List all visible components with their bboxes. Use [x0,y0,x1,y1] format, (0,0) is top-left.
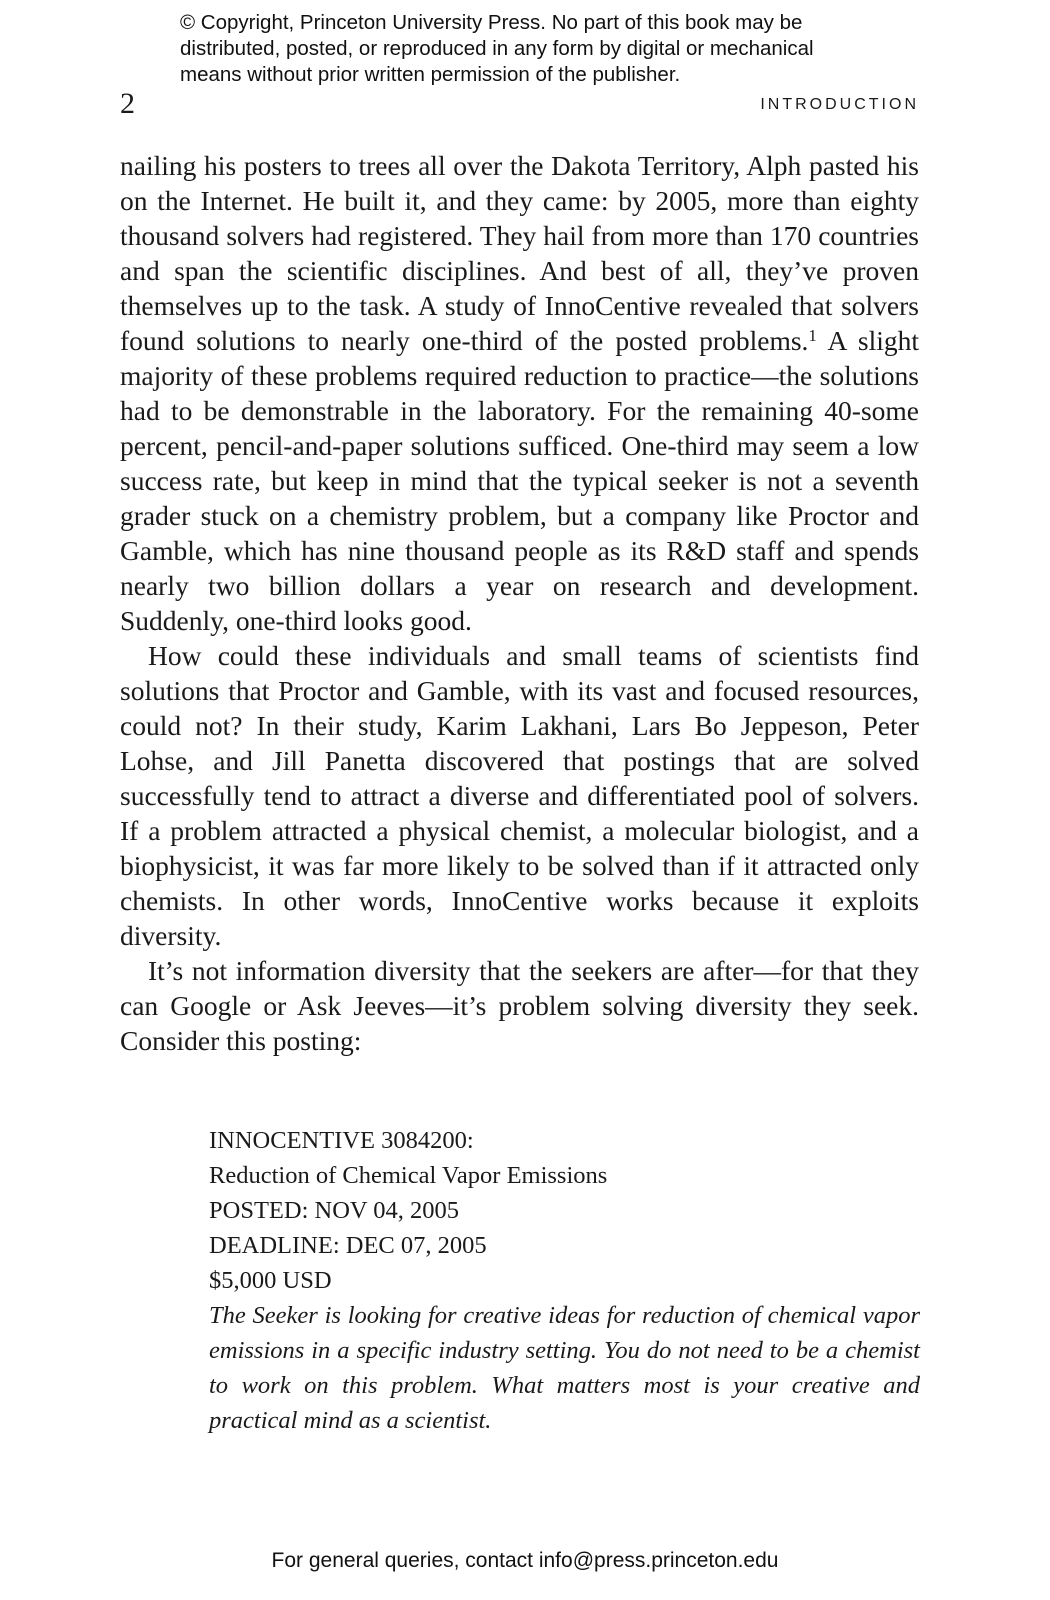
copyright-line-1: © Copyright, Princeton University Press. No part of this book may be [180,11,803,34]
page-number: 2 [120,87,135,120]
posting-deadline: DEADLINE: DEC 07, 2005 [209,1232,487,1259]
posting-description: The Seeker is looking for creative ideas for reduction of chemical vapor emissions in a specific industry setting. You do not need to be a chemist to work on this problem. What matters most is your creative and practical mind as a scientist. [209,1302,920,1434]
paragraph-1-part-2: A slight majority of these problems required reduction to practice—the solutions had to be demonstrable in the laboratory. For the remaining 40-some percent, pencil-and-paper solutions sufficed. One-third may seem a low success rate, but keep in mind that the typical seeker is not a seventh grader stuck on a chemistry problem, but a company like Proctor and Gamble, which has nine thousand people as its R&D staff and spends nearly two billion dollars a year on research and development. Suddenly, one-third looks good. [120,325,919,636]
copyright-line-2: distributed, posted, or reproduced in any form by digital or mechanical [180,37,814,60]
posting-date: POSTED: NOV 04, 2005 [209,1197,460,1224]
posting-title: Reduction of Chemical Vapor Emissions [209,1162,608,1189]
paragraph-1 [120,148,919,638]
paragraph-3: It’s not information diversity that the seekers are after—for that they can Google or Ask Jeeves—it’s problem solving diversity they seek. Consider this posting: [120,955,919,1056]
paragraph-1-part-1: nailing his posters to trees all over the Dakota Territory, Alph pasted his on the Internet. He built it, and they came: by 2005, more than eighty thousand solvers had registered. They hail from more than 170 countries and span the scientific disciplines. And best of all, they’ve proven themselves up to the task. A study of InnoCentive revealed that solvers found solutions to nearly one-third of the posted problems. [120,150,919,356]
copyright-notice [180,10,900,88]
copyright-line-3: means without prior written permission of the publisher. [180,63,681,86]
paragraph-2: How could these individuals and small teams of scientists find solutions that Proctor and Gamble, with its vast and focused resources, could not? In their study, Karim Lakhani, Lars Bo Jeppeson, Peter Lohse, and Jill Panetta discovered that postings that are solved successfully tend to attract a diverse and differentiated pool of solvers. If a problem attracted a physical chemist, a molecular biologist, and a biophysicist, it was far more likely to be solved than if it attracted only chemists. In other words, InnoCentive works because it exploits diversity. [120,640,919,951]
footer-contact: For general queries, contact info@press.princeton.edu [271,1549,779,1572]
posting-id: INNOCENTIVE 3084200: [209,1127,474,1154]
footnote-reference[interactable]: 1 [808,326,817,345]
running-head: INTRODUCTION [760,96,919,113]
body-text [120,148,919,1058]
posting-award: $5,000 USD [209,1267,332,1294]
posting-block [209,1123,920,1438]
